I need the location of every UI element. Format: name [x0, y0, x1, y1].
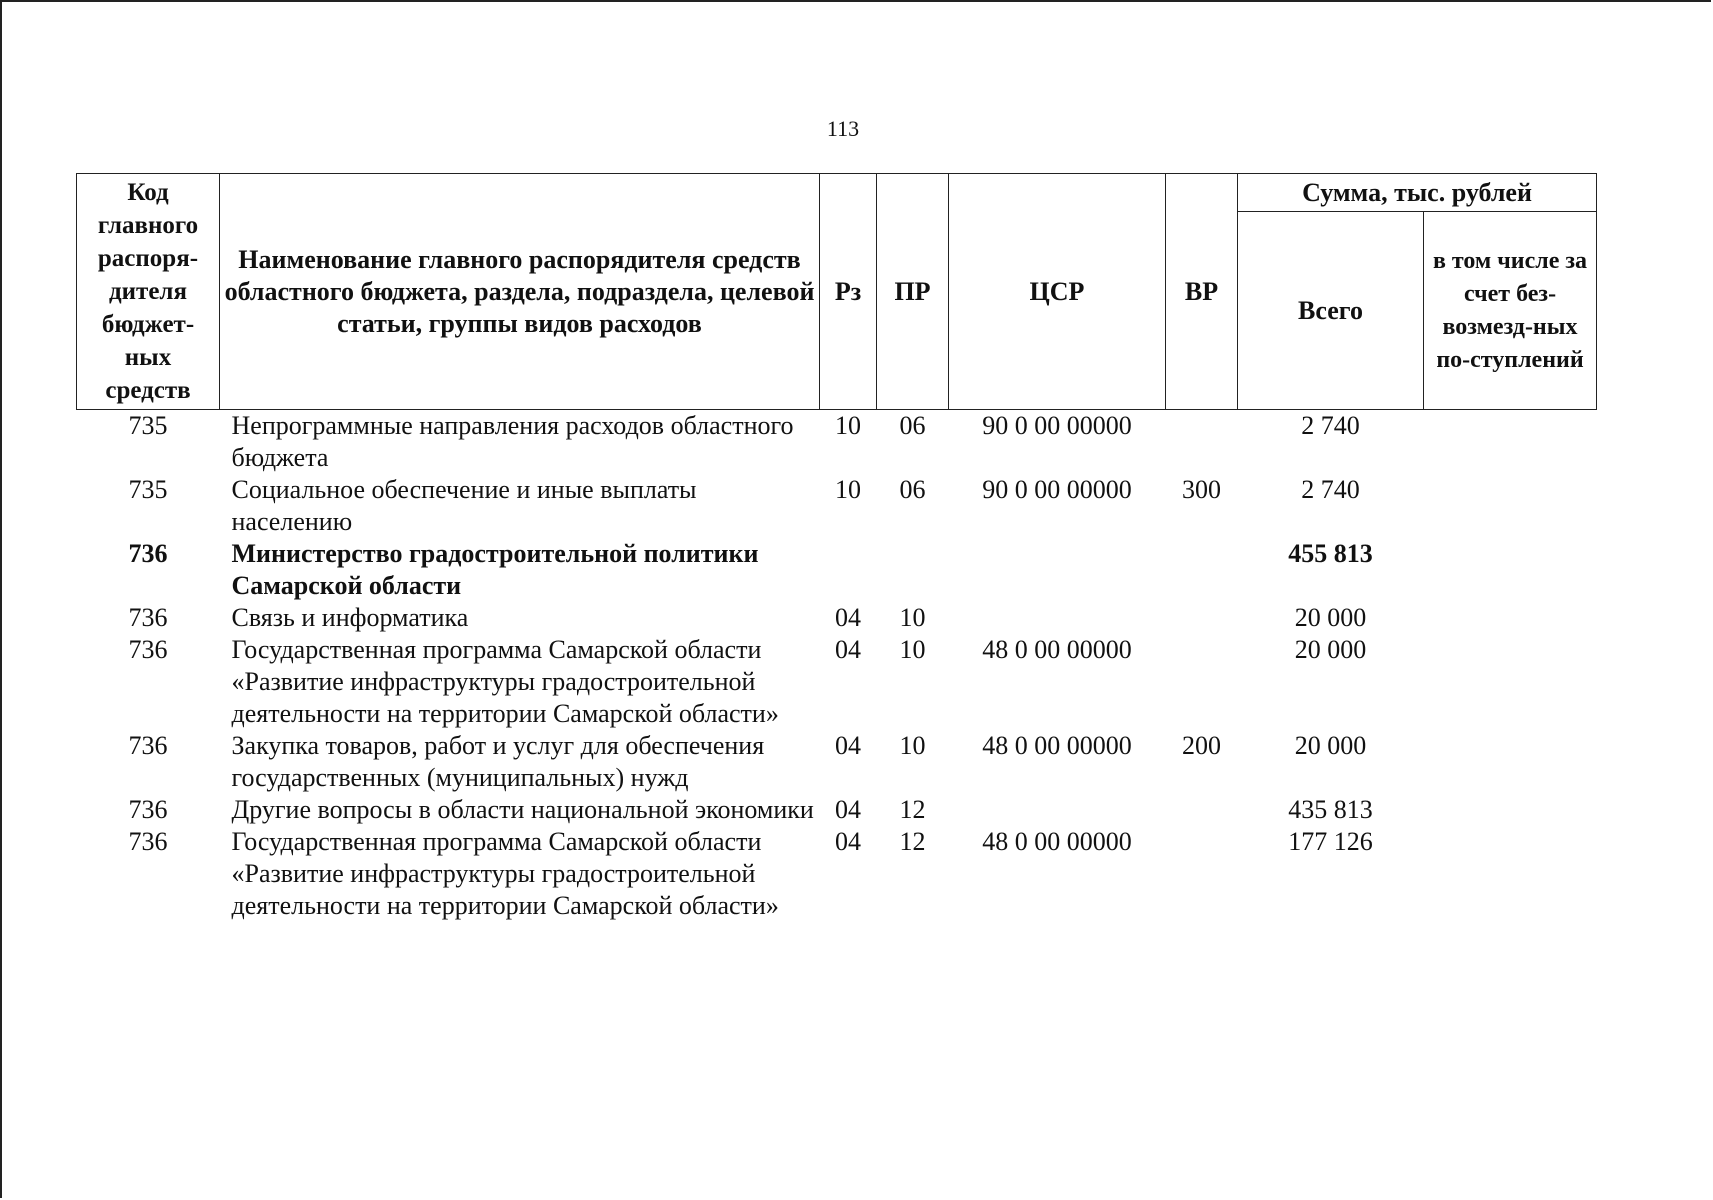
- table-row: [77, 538, 1597, 602]
- cell-csr: 48 0 00 00000: [982, 635, 1132, 664]
- cell-vr: [1166, 538, 1238, 602]
- header-pr: ПР: [877, 174, 949, 410]
- cell-name: Государственная программа Самарской области «Развитие инфраструктуры градостроительной деятельности на территории Самарской области»: [231, 827, 779, 920]
- budget-table: [76, 173, 1597, 922]
- cell-vr: 200: [1182, 731, 1221, 760]
- table-row: [77, 410, 1597, 475]
- cell-pr: 10: [899, 731, 926, 760]
- cell-grant: [1424, 410, 1597, 475]
- cell-vr: [1166, 634, 1238, 730]
- cell-code: 735: [128, 411, 168, 440]
- cell-csr: [949, 538, 1166, 602]
- cell-rz: 10: [835, 411, 861, 440]
- header-csr: ЦСР: [949, 174, 1166, 410]
- cell-name: Закупка товаров, работ и услуг для обеспечения государственных (муниципальных) нужд: [231, 731, 765, 792]
- cell-rz: 04: [835, 635, 861, 664]
- cell-csr: 90 0 00 00000: [982, 475, 1132, 504]
- header-vr: ВР: [1166, 174, 1238, 410]
- cell-name: Непрограммные направления расходов областного бюджета: [231, 411, 794, 472]
- cell-rz: 04: [835, 603, 861, 632]
- cell-total: 2 740: [1301, 411, 1360, 440]
- cell-rz: [820, 538, 877, 602]
- cell-grant: [1424, 730, 1597, 794]
- cell-pr: 06: [899, 411, 926, 440]
- cell-code: 735: [128, 475, 168, 504]
- cell-pr: 06: [899, 475, 926, 504]
- cell-total: 435 813: [1288, 795, 1373, 824]
- table-row: [77, 826, 1597, 922]
- table-row: [77, 794, 1597, 826]
- cell-total: 177 126: [1288, 827, 1373, 856]
- cell-grant: [1424, 826, 1597, 922]
- cell-csr: [949, 794, 1166, 826]
- cell-code: 736: [128, 827, 168, 856]
- cell-rz: 04: [835, 827, 861, 856]
- cell-csr: [949, 602, 1166, 634]
- cell-grant: [1424, 538, 1597, 602]
- header-rz: Рз: [820, 174, 877, 410]
- cell-name: Государственная программа Самарской области «Развитие инфраструктуры градостроительной деятельности на территории Самарской области»: [231, 635, 779, 728]
- cell-rz: 10: [835, 475, 861, 504]
- cell-code: 736: [128, 635, 168, 664]
- cell-rz: 04: [835, 731, 861, 760]
- cell-name: Другие вопросы в области национальной экономики: [231, 795, 814, 824]
- header-total: Всего: [1238, 212, 1424, 410]
- page-number: 113: [826, 116, 860, 141]
- cell-code: 736: [128, 731, 168, 760]
- cell-vr: [1166, 826, 1238, 922]
- cell-code: 736: [128, 795, 168, 824]
- cell-name: Социальное обеспечение и иные выплаты населению: [231, 475, 697, 536]
- cell-csr: 90 0 00 00000: [982, 411, 1132, 440]
- table-row: [77, 474, 1597, 538]
- cell-pr: 12: [899, 827, 926, 856]
- table-body: [77, 410, 1597, 923]
- cell-rz: 04: [835, 795, 861, 824]
- header-sum: Сумма, тыс. рублей: [1238, 174, 1597, 212]
- cell-total: 20 000: [1294, 635, 1367, 664]
- cell-name: Связь и информатика: [231, 603, 469, 632]
- cell-pr: [877, 538, 949, 602]
- table-row: [77, 730, 1597, 794]
- cell-total: 455 813: [1288, 539, 1373, 568]
- table-row: [77, 602, 1597, 634]
- cell-vr: [1166, 602, 1238, 634]
- cell-grant: [1424, 634, 1597, 730]
- cell-grant: [1424, 474, 1597, 538]
- cell-grant: [1424, 794, 1597, 826]
- table-row: [77, 634, 1597, 730]
- header-code: Код главного распоря-дителя бюджет-ных средств: [77, 174, 220, 410]
- cell-vr: [1166, 410, 1238, 475]
- cell-csr: 48 0 00 00000: [982, 827, 1132, 856]
- cell-name: Министерство градостроительной политики Самарской области: [231, 539, 759, 600]
- cell-pr: 10: [899, 603, 926, 632]
- cell-vr: 300: [1182, 475, 1221, 504]
- cell-grant: [1424, 602, 1597, 634]
- cell-total: 20 000: [1294, 603, 1367, 632]
- cell-total: 2 740: [1301, 475, 1360, 504]
- cell-code: 736: [128, 603, 168, 632]
- cell-pr: 10: [899, 635, 926, 664]
- cell-pr: 12: [899, 795, 926, 824]
- cell-csr: 48 0 00 00000: [982, 731, 1132, 760]
- header-grant: в том числе за счет без-возмезд-ных по-ступлений: [1424, 212, 1597, 410]
- cell-vr: [1166, 794, 1238, 826]
- header-name: Наименование главного распорядителя средств областного бюджета, раздела, подраздела, целевой статьи, группы видов расходов: [220, 174, 820, 410]
- cell-code: 736: [128, 539, 168, 568]
- cell-total: 20 000: [1294, 731, 1367, 760]
